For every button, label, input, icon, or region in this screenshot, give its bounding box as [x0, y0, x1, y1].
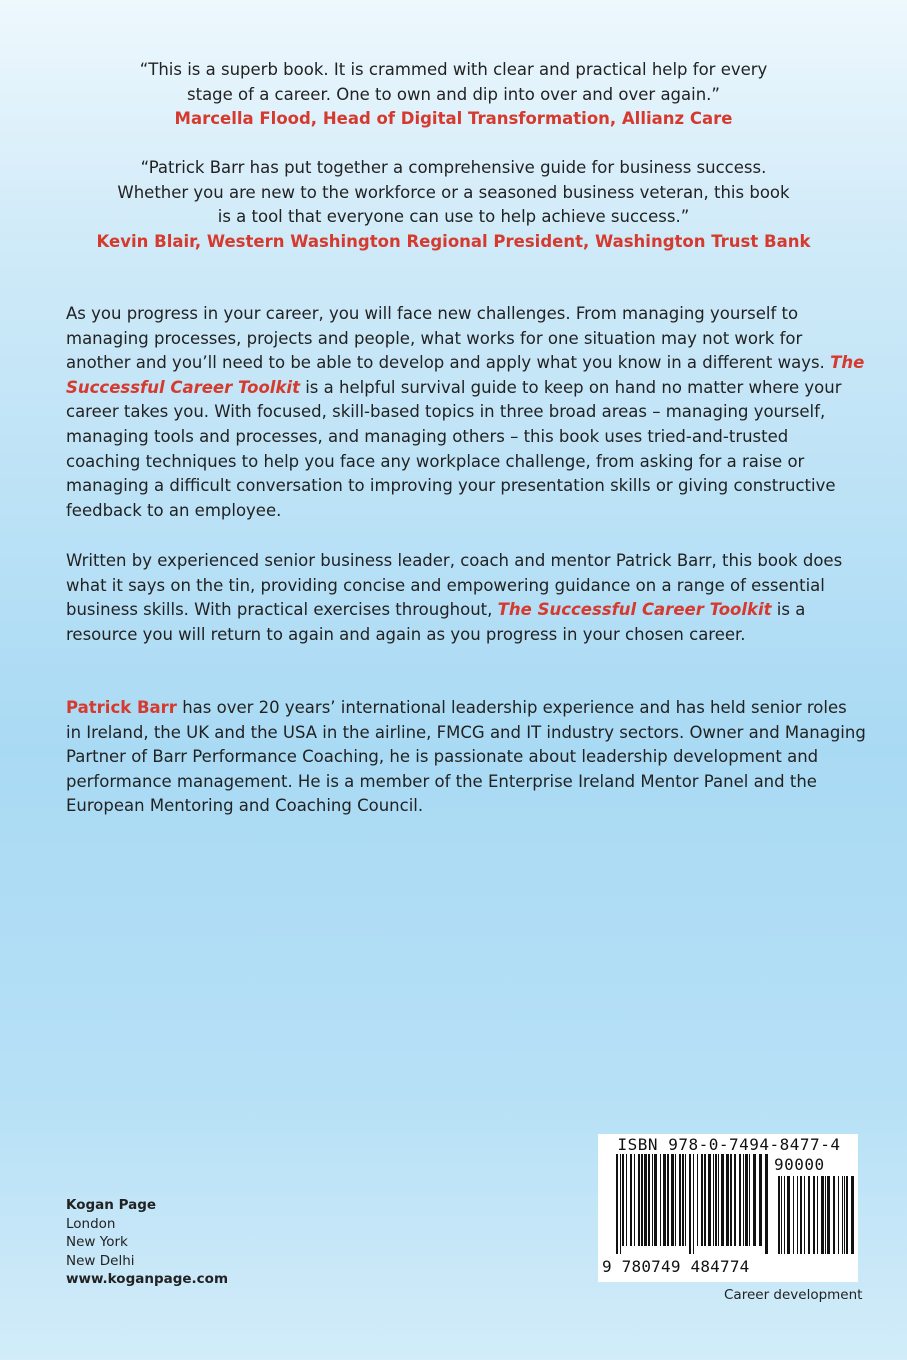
- book-title-1: The Successful Career Toolkit: [66, 353, 865, 397]
- book-title-2: The Successful Career Toolkit: [497, 600, 772, 620]
- publisher-city-london: London: [66, 1215, 116, 1232]
- quote-2: [60, 156, 847, 254]
- publisher-block: [66, 1196, 228, 1289]
- quote-2-attribution: Kevin Blair, Western Washington Regional President, Washington Trust Bank: [96, 231, 811, 251]
- quote-2-line-1: “Patrick Barr has put together a comprehensive guide for business success.: [140, 158, 767, 177]
- description-p1-body: is a helpful survival guide to keep on hand no matter where your career takes you. With focused, skill-based topics in three broad areas – managing yourself, managing tools and processes, and managing others – this book uses tried-and-trusted coaching techniques to help you face any workplace challenge, from asking for a raise or managing a difficult conversation to improving your presentation skills or giving constructive feedback to an employee.: [66, 377, 842, 520]
- author-name: Patrick Barr: [66, 698, 177, 717]
- author-bio-text: has over 20 years’ international leadership experience and has held senior roles in Ireland, the UK and the USA in the airline, FMCG and IT industry sectors. Owner and Managing Partner of Barr Performance Coaching, he is passionate about leadership development and performance management. He is a member of the Enterprise Ireland Mentor Panel and the European Mentoring and Coaching Council.: [66, 698, 866, 816]
- quote-1: [60, 58, 847, 132]
- price-code: 90000: [774, 1155, 825, 1174]
- publisher-website: www.koganpage.com: [66, 1271, 229, 1287]
- isbn-barcode: [598, 1134, 858, 1282]
- publisher-city-new-york: New York: [66, 1234, 128, 1250]
- isbn-text: ISBN 978-0-7494-8477-4: [617, 1135, 841, 1154]
- description-p1-intro: As you progress in your career, you will face new challenges. From managing yourself to managing processes, projects and people, what works for one situation may not work for another and you’ll need to be able to develop and apply what you know in a different ways.: [66, 304, 831, 373]
- description-paragraph-1: [66, 302, 866, 523]
- category-label: Career development: [724, 1287, 863, 1303]
- ean-digits: 9 780749 484774: [602, 1257, 750, 1276]
- description-p2-intro: Written by experienced senior business leader, coach and mentor Patrick Barr, this book does what it says on the tin, providing concise and empowering guidance on a range of essential business skills. With practical exercises throughout,: [66, 551, 843, 620]
- author-bio: [66, 696, 866, 819]
- publisher-name: Kogan Page: [66, 1197, 157, 1213]
- quote-1-attribution: Marcella Flood, Head of Digital Transformation, Allianz Care: [174, 109, 733, 128]
- quote-2-line-3: is a tool that everyone can use to help achieve success.”: [217, 207, 690, 226]
- publisher-city-new-delhi: New Delhi: [66, 1252, 135, 1269]
- description-p2-body: is a resource you will return to again and again as you progress in your chosen career.: [66, 600, 806, 644]
- quote-1-line-2: stage of a career. One to own and dip into over and over again.”: [187, 84, 720, 104]
- quote-1-line-1: “This is a superb book. It is crammed with clear and practical help for every: [139, 60, 768, 79]
- description-paragraph-2: [66, 549, 866, 647]
- quote-2-line-2: Whether you are new to the workforce or a seasoned business veteran, this book: [117, 182, 790, 202]
